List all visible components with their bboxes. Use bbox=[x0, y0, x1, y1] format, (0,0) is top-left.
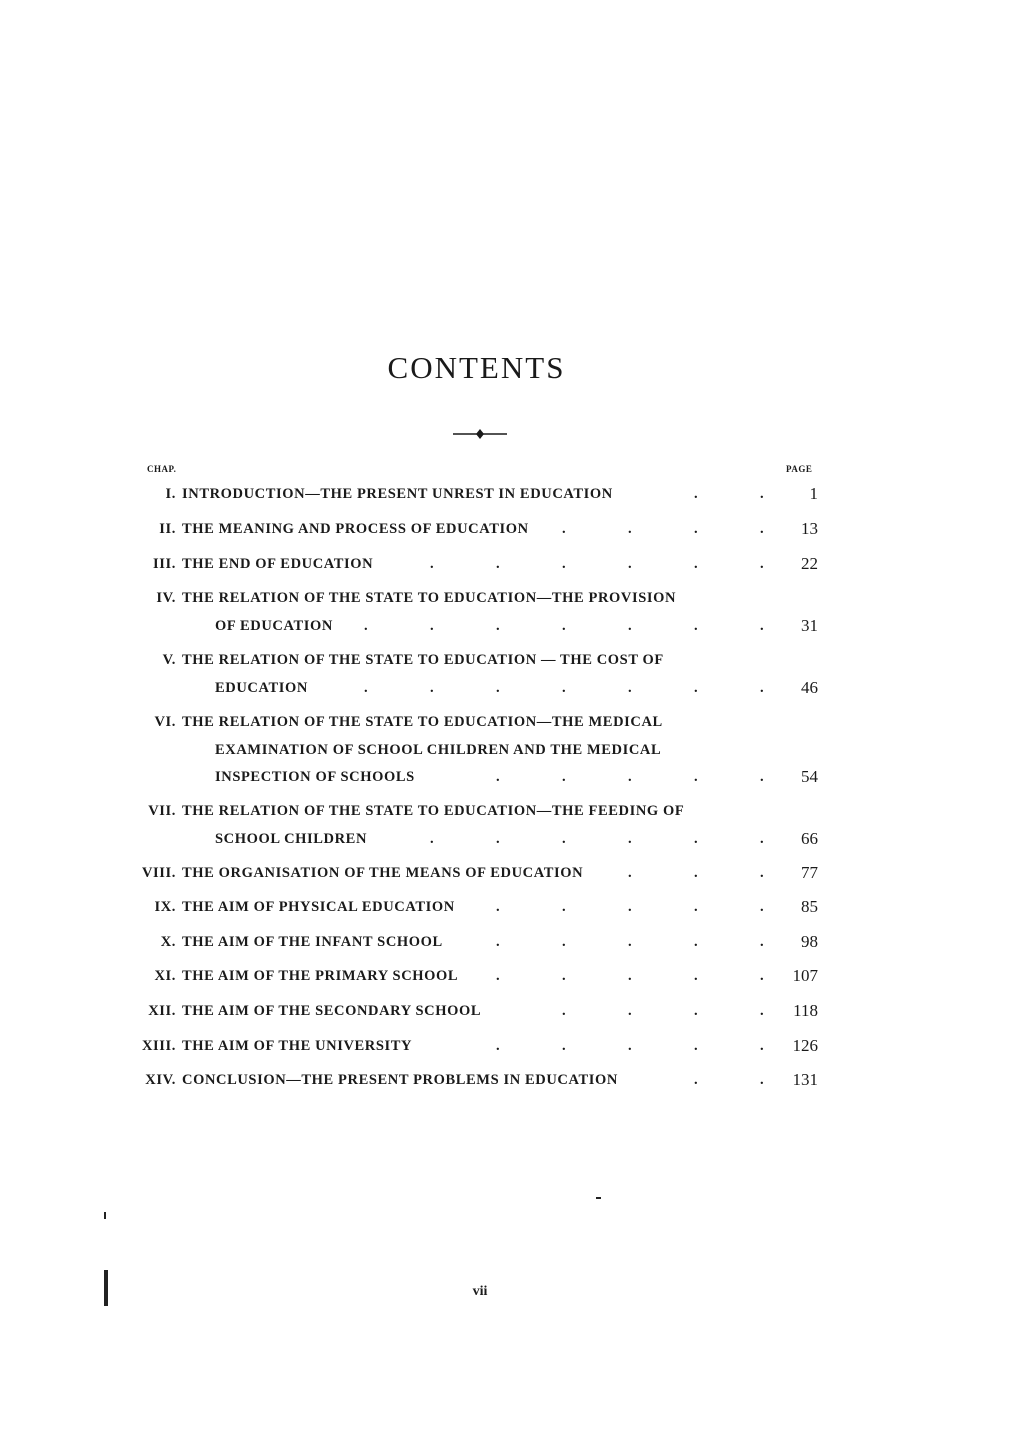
chapter-title-line: THE RELATION OF THE STATE TO EDUCATION — THE COST OF bbox=[182, 652, 664, 668]
chapter-number: IV. bbox=[156, 590, 176, 606]
chapter-number: I. bbox=[165, 486, 176, 502]
chapter-title-line: OF EDUCATION bbox=[215, 617, 333, 634]
page-reference: 31 bbox=[801, 615, 818, 635]
page-reference: 118 bbox=[793, 1001, 818, 1020]
chapter-number: XII. bbox=[148, 1003, 176, 1019]
chapter-title-line: INSPECTION OF SCHOOLS bbox=[215, 769, 415, 785]
chapter-title-line: THE END OF EDUCATION bbox=[182, 556, 374, 572]
page-reference: 46 bbox=[801, 677, 818, 697]
chapter-title-line: THE AIM OF THE UNIVERSITY bbox=[182, 1038, 413, 1054]
chapter-title-line: EDUCATION bbox=[215, 679, 308, 696]
chapter-title-line: THE RELATION OF THE STATE TO EDUCATION—THE PROVISION bbox=[182, 590, 677, 606]
chapter-title-line: THE AIM OF PHYSICAL EDUCATION bbox=[182, 899, 455, 915]
chapter-number: VIII. bbox=[141, 865, 176, 881]
page-reference: 66 bbox=[801, 828, 818, 848]
page-reference: 13 bbox=[801, 519, 818, 538]
chapter-title-line: THE AIM OF THE PRIMARY SCHOOL bbox=[182, 968, 459, 984]
chapter-title-line: INTRODUCTION—THE PRESENT UNREST IN EDUCATION bbox=[182, 486, 613, 502]
page-reference: 131 bbox=[792, 1070, 818, 1089]
chapter-number: V. bbox=[162, 652, 176, 668]
page-reference: 126 bbox=[792, 1036, 818, 1055]
chapter-number: II. bbox=[159, 521, 176, 537]
chapter-title-line: CONCLUSION—THE PRESENT PROBLEMS IN EDUCATION bbox=[182, 1072, 618, 1088]
page-reference: 77 bbox=[801, 863, 818, 882]
chapter-number: III. bbox=[153, 556, 176, 572]
chapter-title-line: THE MEANING AND PROCESS OF EDUCATION bbox=[182, 521, 529, 537]
page-reference: 107 bbox=[792, 966, 818, 985]
chapter-title-line: THE RELATION OF THE STATE TO EDUCATION—THE FEEDING OF bbox=[182, 803, 685, 819]
chapter-title-line: SCHOOL CHILDREN bbox=[215, 830, 368, 847]
chapter-number: XI. bbox=[154, 968, 176, 984]
chapter-title-line: THE RELATION OF THE STATE TO EDUCATION—THE MEDICAL bbox=[182, 714, 663, 730]
scan-mark bbox=[104, 1212, 106, 1219]
page-reference: 98 bbox=[801, 932, 818, 951]
chapter-title-line: EXAMINATION OF SCHOOL CHILDREN AND THE MEDICAL bbox=[215, 741, 662, 758]
chapter-number: VI. bbox=[154, 714, 176, 730]
chapter-title-line: THE AIM OF THE INFANT SCHOOL bbox=[182, 934, 443, 950]
chapter-number: XIV. bbox=[145, 1072, 176, 1088]
scan-mark bbox=[596, 1197, 601, 1199]
chapter-column-header: CHAP. bbox=[147, 464, 177, 474]
page-reference: 85 bbox=[801, 897, 818, 916]
page-column-header: PAGE bbox=[786, 464, 813, 474]
chapter-number: VII. bbox=[148, 803, 176, 819]
chapter-number: IX. bbox=[154, 899, 176, 915]
page-title: CONTENTS bbox=[387, 350, 566, 385]
scan-mark bbox=[104, 1270, 108, 1306]
ornament-rule bbox=[451, 428, 509, 440]
chapter-title-line: THE ORGANISATION OF THE MEANS OF EDUCATION bbox=[182, 865, 584, 881]
page-reference: 1 bbox=[809, 484, 818, 503]
page-number: vii bbox=[472, 1284, 488, 1299]
chapter-title-line: THE AIM OF THE SECONDARY SCHOOL bbox=[182, 1003, 482, 1019]
chapter-number: X. bbox=[160, 934, 176, 950]
chapter-number: XIII. bbox=[141, 1038, 176, 1054]
page-reference: 22 bbox=[801, 554, 818, 573]
page-reference: 54 bbox=[801, 767, 818, 786]
